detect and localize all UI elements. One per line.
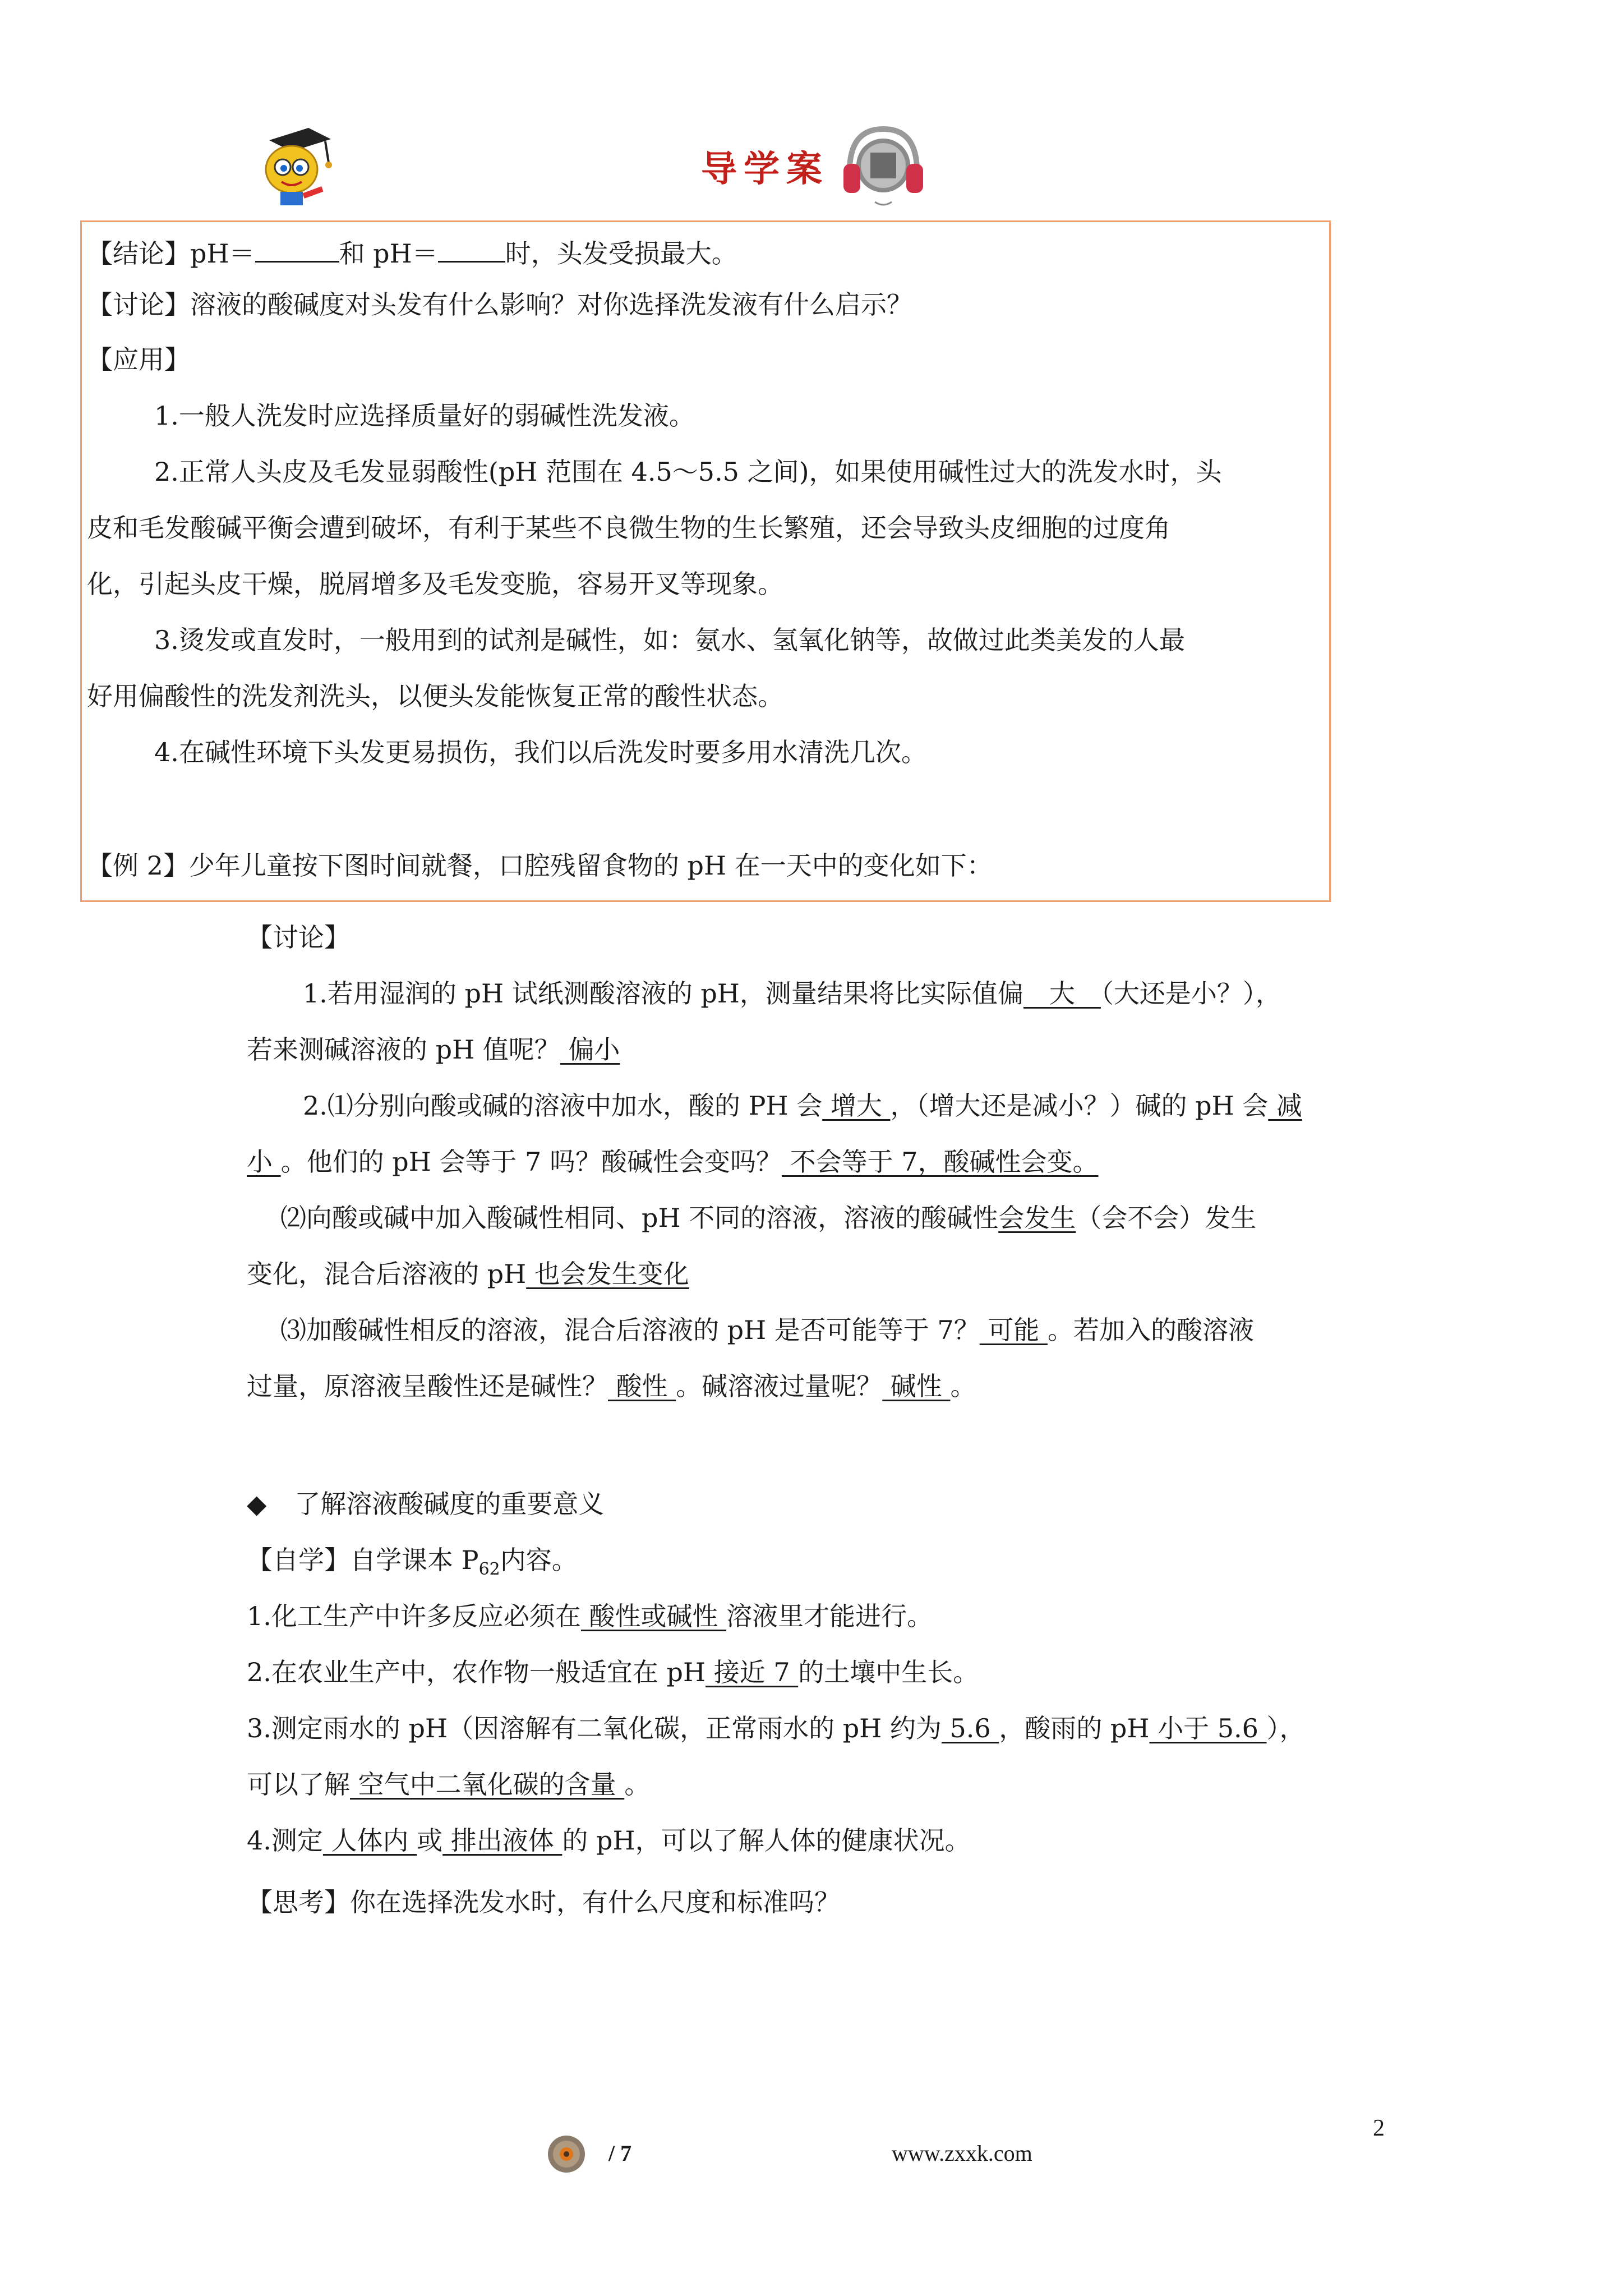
answer: 偏小 [560, 1034, 620, 1065]
question-1-line-2: 若来测碱溶液的 pH 值呢？ 偏小 [247, 1034, 620, 1065]
question-2-line-2: 小 。他们的 pH 会等于 7 吗？酸碱性会变吗？ 不会等于 7，酸碱性会变。 [247, 1147, 1099, 1177]
application-item-1: 1.一般人洗发时应选择质量好的弱碱性洗发液。 [154, 401, 695, 431]
discussion-line: 【讨论】溶液的酸碱度对头发有什么影响？对你选择洗发液有什么启示？ [87, 289, 912, 320]
section-heading: ◆ 了解溶液酸碱度的重要意义 [247, 1489, 605, 1519]
answer: 可能 [979, 1315, 1048, 1345]
application-item-2-line-1: 2.正常人头皮及毛发显弱酸性(pH 范围在 4.5～5.5 之间)，如果使用碱性过大的洗发水时，头 [154, 457, 1222, 487]
application-item-2-line-3: 化，引起头皮干燥，脱屑增多及毛发变脆，容易开叉等现象。 [87, 569, 783, 599]
mascot-icon [247, 118, 336, 208]
question-1-line-1: 1.若用湿润的 pH 试纸测酸溶液的 pH，测量结果将比实际值偏 大 （大还是小？）， [303, 978, 1281, 1009]
disc-icon [547, 2134, 586, 2174]
application-item-2-line-2: 皮和毛发酸碱平衡会遭到破坏，有利于某些不良微生物的生长繁殖，还会导致头皮细胞的过度角 [87, 513, 1170, 543]
application-item-4: 4.在碱性环境下头发更易损伤，我们以后洗发时要多用水清洗几次。 [154, 737, 927, 767]
answer: 减 [1268, 1091, 1302, 1121]
study-item-2: 2.在农业生产中，农作物一般适宜在 pH 接近 7 的土壤中生长。 [247, 1657, 979, 1687]
answer: 会发生 [998, 1203, 1076, 1233]
diamond-bullet-icon: ◆ [247, 1489, 267, 1519]
example-2-line: 【例 2】少年儿童按下图时间就餐，口腔残留食物的 pH 在一天中的变化如下： [87, 850, 993, 881]
answer: 不会等于 7，酸碱性会变。 [781, 1147, 1099, 1177]
headphones-icon [836, 118, 931, 213]
answer: 酸性或碱性 [580, 1601, 727, 1631]
answer: 大 [1023, 978, 1101, 1009]
answer: 也会发生变化 [526, 1259, 689, 1289]
question-3-line-2: 过量，原溶液呈酸性还是碱性？ 酸性 。碱溶液过量呢？ 碱性 。 [247, 1371, 976, 1401]
answer-blank-2[interactable] [438, 238, 505, 263]
application-heading: 【应用】 [87, 344, 190, 375]
study-item-3-line-1: 3.测定雨水的 pH（因溶解有二氧化碳，正常雨水的 pH 约为 5.6 ，酸雨的 pH 小于 5.6 ）， [247, 1713, 1306, 1743]
question-2-line-1: 2.⑴分别向酸或碱的溶液中加水，酸的 PH 会 增大 ，（增大还是减小？）碱的 pH 会 减 [303, 1091, 1302, 1121]
question-3-line-1: ⑶加酸碱性相反的溶液，混合后溶液的 pH 是否可能等于 7？ 可能 。若加入的酸溶液 [280, 1315, 1254, 1345]
answer: 小 [247, 1147, 281, 1177]
application-item-3-line-1: 3.烫发或直发时，一般用到的试剂是碱性，如：氨水、氢氧化钠等，故做过此类美发的人最 [154, 625, 1185, 655]
conclusion-line: 【结论】pH＝ 和 pH＝ 时，头发受损最大。 [87, 238, 737, 269]
answer: 碱性 [882, 1371, 951, 1401]
answer: 5.6 [941, 1713, 999, 1743]
application-item-3-line-2: 好用偏酸性的洗发剂洗头，以便头发能恢复正常的酸性状态。 [87, 681, 783, 711]
answer: 增大 [822, 1091, 891, 1121]
answer: 空气中二氧化碳的含量 [350, 1769, 625, 1800]
question-2b-line-2: 变化，混合后溶液的 pH 也会发生变化 [247, 1259, 689, 1289]
footer-page-count: / 7 [608, 2141, 632, 2166]
answer: 人体内 [322, 1825, 417, 1856]
answer: 接近 7 [706, 1657, 799, 1687]
answer: 小于 5.6 [1149, 1713, 1267, 1743]
question-2b-line-1: ⑵向酸或碱中加入酸碱性相同、pH 不同的溶液，溶液的酸碱性会发生（会不会）发生 [280, 1203, 1257, 1233]
think-line: 【思考】你在选择洗发水时，有什么尺度和标准吗？ [247, 1887, 840, 1917]
study-item-4: 4.测定 人体内 或 排出液体 的 pH，可以了解人体的健康状况。 [247, 1825, 971, 1856]
footer-url[interactable]: www.zxxk.com [892, 2141, 1032, 2166]
answer-blank-1[interactable] [255, 238, 339, 263]
self-study-line: 【自学】自学课本 $P_{62}$内容。 [247, 1545, 578, 1580]
study-item-3-line-2: 可以了解 空气中二氧化碳的含量 。 [247, 1769, 651, 1800]
content-box [80, 220, 1331, 902]
discussion2-heading: 【讨论】 [247, 922, 350, 953]
page-header-title: 导学案 [701, 149, 829, 190]
study-item-1: 1.化工生产中许多反应必须在 酸性或碱性 溶液里才能进行。 [247, 1601, 933, 1631]
page-number: 2 [1373, 2115, 1385, 2141]
answer: 排出液体 [442, 1825, 562, 1856]
answer: 酸性 [608, 1371, 676, 1401]
